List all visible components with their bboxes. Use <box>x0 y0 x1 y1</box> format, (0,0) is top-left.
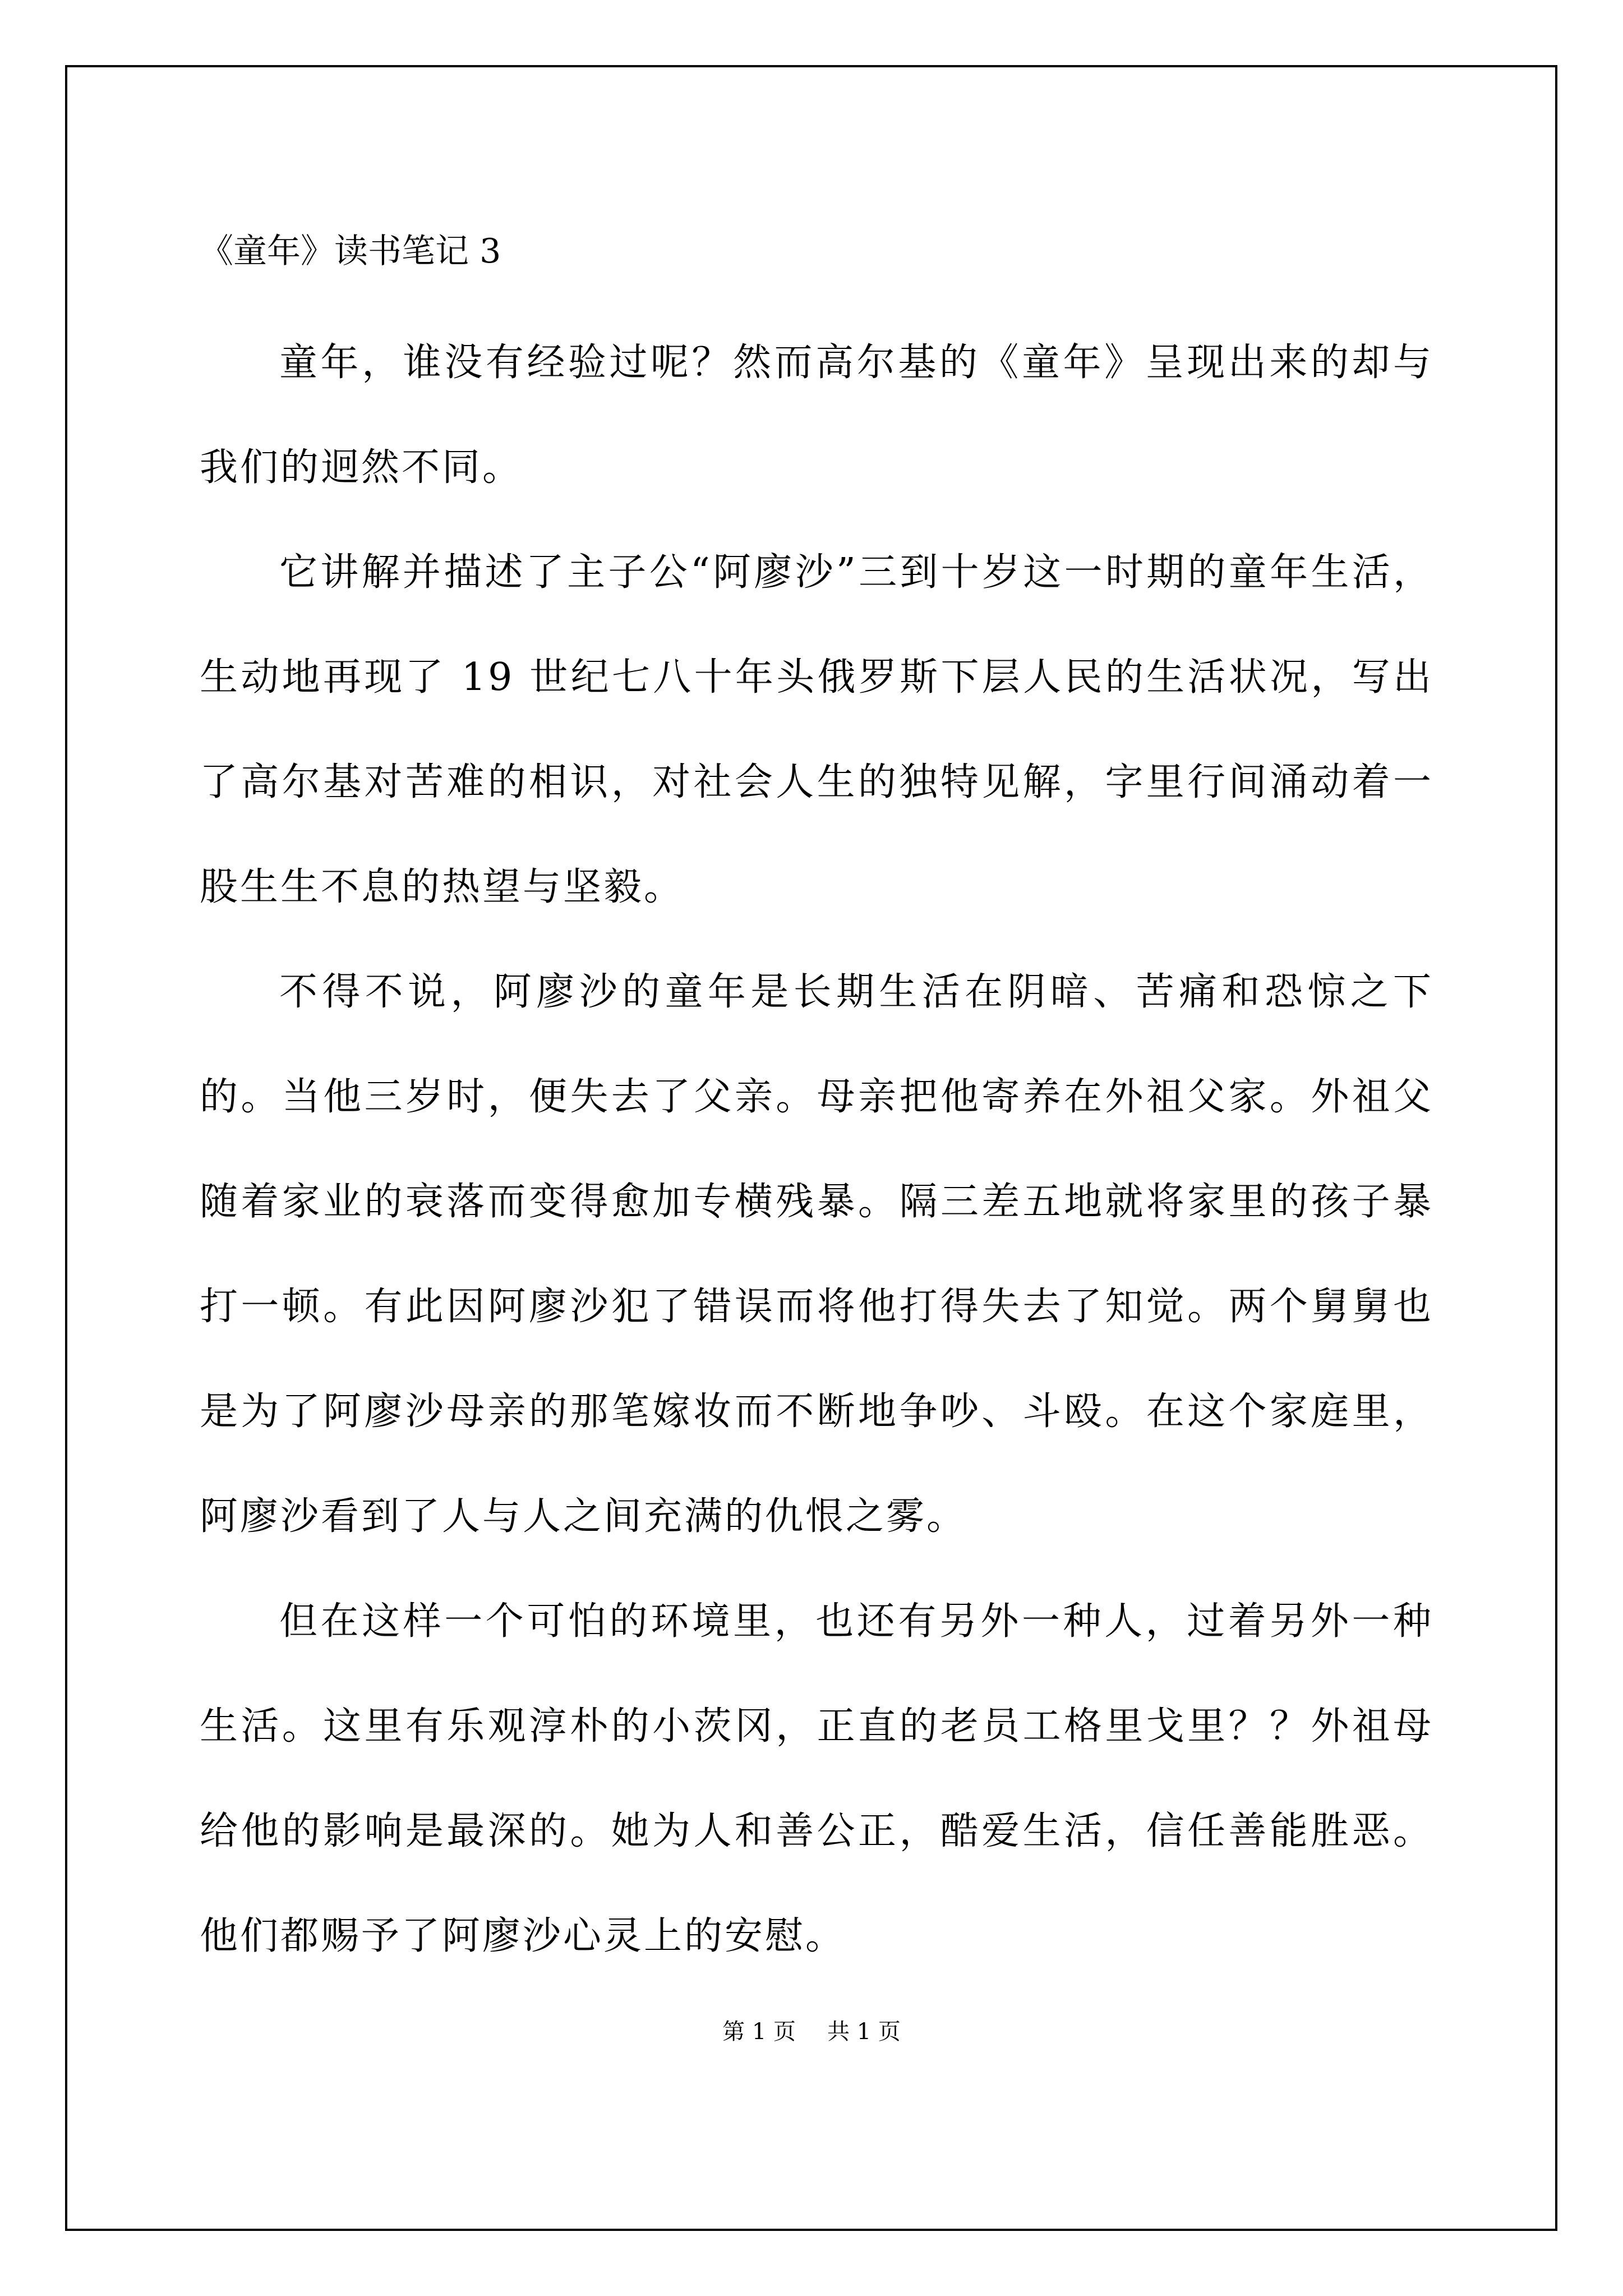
page-total: 共 1 页 <box>827 2019 901 2045</box>
paragraph-2: 它讲解并描述了主子公“阿廖沙”三到十岁这一时期的童年生活，生动地再现了 19 世纪七八十年头俄罗斯下层人民的生活状况，写出了高尔基对苦难的相识，对社会人生的独特见解，字里行间涌动着一股生生不息的热望与坚毅。 <box>200 550 1433 909</box>
document-title: 《童年》读书笔记 3 <box>200 232 501 271</box>
page-number: 第 1 页 <box>722 2019 796 2045</box>
paragraph-1: 童年，谁没有经验过呢？然而高尔基的《童年》呈现出来的却与我们的迥然不同。 <box>200 341 1433 490</box>
page-footer <box>0 2015 1623 2049</box>
paragraph-4: 但在这样一个可怕的环境里，也还有另外一种人，过着另外一种生活。这里有乐观淳朴的小茨冈，正直的老员工格里戈里？？外祖母给他的影响是最深的。她为人和善公正，酷爱生活，信任善能胜恶。他们都赐予了阿廖沙心灵上的安慰。 <box>200 1599 1433 1958</box>
document-body <box>200 310 1433 1989</box>
paragraph-3: 不得不说，阿廖沙的童年是长期生活在阴暗、苦痛和恐惊之下的。当他三岁时，便失去了父亲。母亲把他寄养在外祖父家。外祖父随着家业的衰落而变得愈加专横残暴。隔三差五地就将家里的孩子暴打一顿。有此因阿廖沙犯了错误而将他打得失去了知觉。两个舅舅也是为了阿廖沙母亲的那笔嫁妆而不断地争吵、斗殴。在这个家庭里，阿廖沙看到了人与人之间充满的仇恨之雾。 <box>200 970 1433 1539</box>
